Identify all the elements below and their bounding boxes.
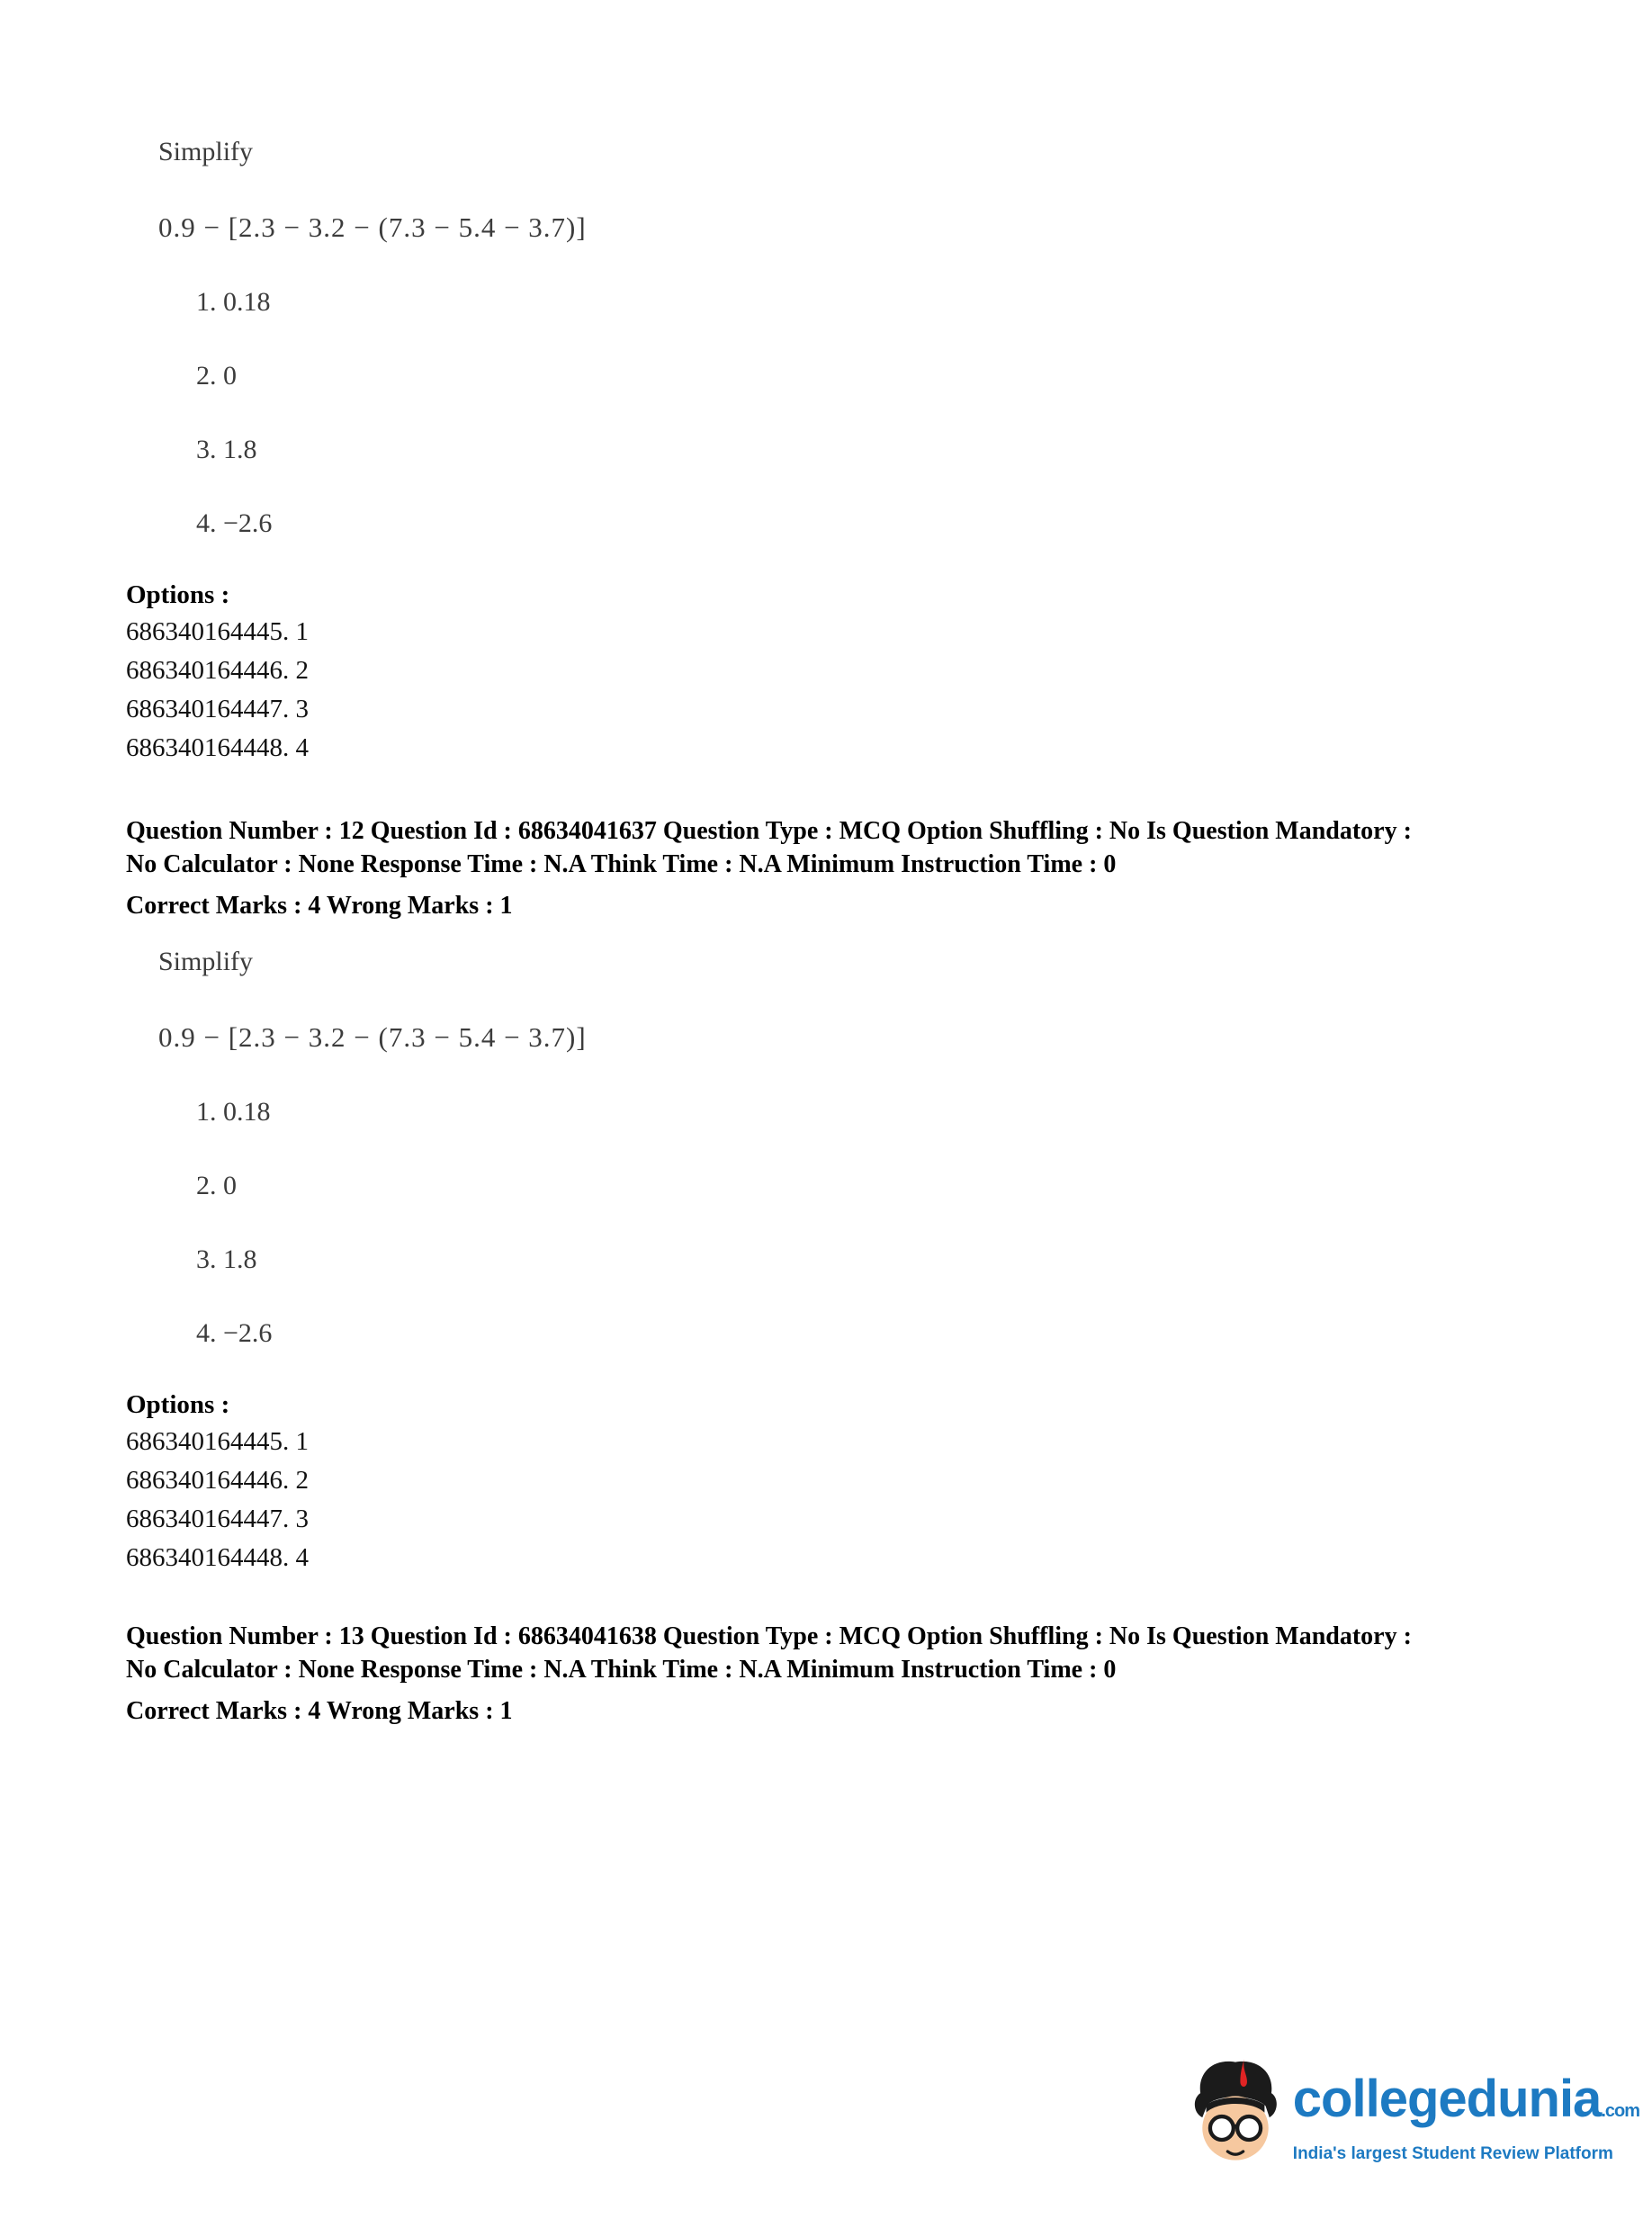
option-id-list xyxy=(126,613,1620,768)
question-11-body xyxy=(126,135,1620,768)
option-id-4: 686340164448. 4 xyxy=(126,733,309,762)
brand-tagline: India's largest Student Review Platform xyxy=(1292,2144,1613,2163)
meta-marks: Correct Marks : 4 Wrong Marks : 1 xyxy=(126,892,513,920)
brand-name xyxy=(1293,2071,1639,2139)
collegedunia-logo xyxy=(1187,2056,1639,2179)
choice-4: 4. −2.6 xyxy=(196,1318,273,1348)
choice-3: 3. 1.8 xyxy=(196,435,257,464)
question-expression: 0.9 − [2.3 − 3.2 − (7.3 − 5.4 − 3.7)] xyxy=(158,1021,587,1053)
meta-line-1: Question Number : 13 Question Id : 68634041638 Question Type : MCQ Option Shuffling : No Is Question Mandatory : xyxy=(126,1622,1412,1650)
choice-1: 1. 0.18 xyxy=(196,287,271,317)
question-prompt: Simplify xyxy=(158,947,254,976)
brand-wordmark: collegedunia xyxy=(1292,2070,1602,2128)
question-expression: 0.9 − [2.3 − 3.2 − (7.3 − 5.4 − 3.7)] xyxy=(158,211,587,243)
question-12-meta xyxy=(126,814,1620,922)
options-label: Options : xyxy=(126,1390,230,1419)
question-prompt: Simplify xyxy=(158,137,254,166)
question-content xyxy=(158,945,1620,1351)
choice-1: 1. 0.18 xyxy=(196,1097,271,1127)
brand-suffix: .com xyxy=(1601,2101,1639,2121)
brand-text-block xyxy=(1293,2071,1639,2164)
question-content xyxy=(158,135,1620,541)
choice-3: 3. 1.8 xyxy=(196,1244,257,1274)
meta-line-2: No Calculator : None Response Time : N.A Think Time : N.A Minimum Instruction Time : 0 xyxy=(126,1656,1117,1684)
option-id-3: 686340164447. 3 xyxy=(126,695,309,723)
question-12-body xyxy=(126,945,1620,1577)
choice-4: 4. −2.6 xyxy=(196,508,273,538)
collegedunia-mascot-icon xyxy=(1187,2056,1284,2179)
option-id-4: 686340164448. 4 xyxy=(126,1543,309,1572)
option-id-1: 686340164445. 1 xyxy=(126,1427,309,1456)
meta-marks: Correct Marks : 4 Wrong Marks : 1 xyxy=(126,1697,513,1725)
choice-2: 2. 0 xyxy=(196,361,237,391)
option-id-1: 686340164445. 1 xyxy=(126,617,309,646)
options-label: Options : xyxy=(126,580,230,609)
option-id-3: 686340164447. 3 xyxy=(126,1505,309,1533)
option-id-2: 686340164446. 2 xyxy=(126,656,309,685)
question-13-meta xyxy=(126,1620,1620,1728)
option-id-2: 686340164446. 2 xyxy=(126,1466,309,1495)
choice-2: 2. 0 xyxy=(196,1171,237,1200)
option-id-list xyxy=(126,1423,1620,1577)
meta-line-2: No Calculator : None Response Time : N.A Think Time : N.A Minimum Instruction Time : 0 xyxy=(126,850,1117,878)
meta-line-1: Question Number : 12 Question Id : 68634041637 Question Type : MCQ Option Shuffling : No Is Question Mandatory : xyxy=(126,817,1412,845)
